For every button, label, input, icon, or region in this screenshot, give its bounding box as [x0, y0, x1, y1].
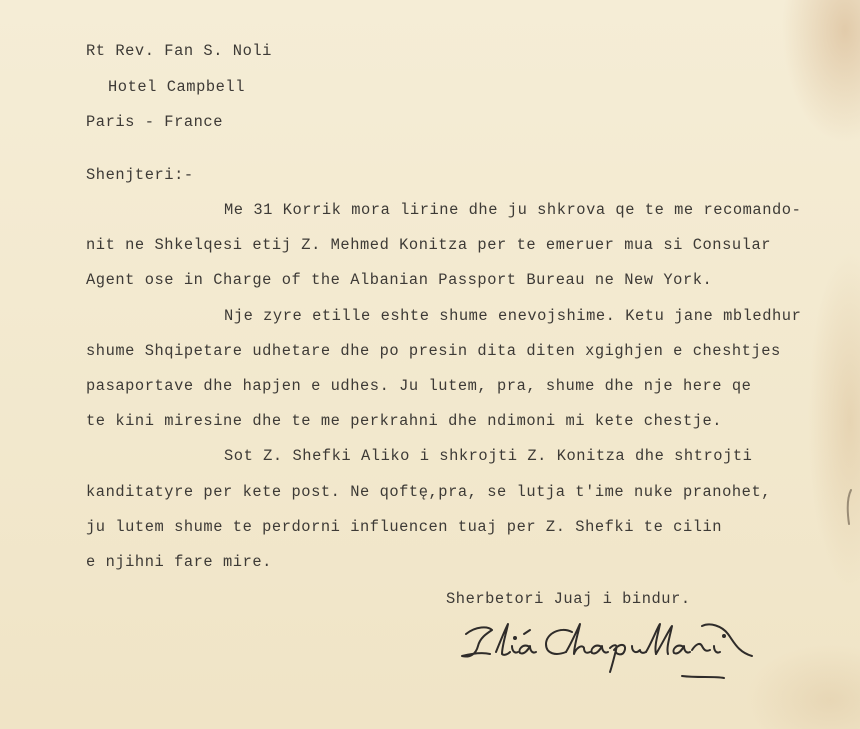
body-line-7: te kini miresine dhe te me perkrahni dhe ndimoni mi kete chestje. — [86, 412, 723, 430]
salutation: Shenjteri:- — [86, 166, 194, 184]
body-line-1: Me 31 Korrik mora lirine dhe ju shkrova qe te me recomando- — [224, 201, 802, 219]
closing: Sherbetori Juaj i bindur. — [446, 590, 691, 608]
body-line-8: Sot Z. Shefki Aliko i shkrojti Z. Konitza dhe shtrojti — [224, 447, 753, 465]
recipient-hotel: Hotel Campbell — [108, 78, 246, 96]
body-line-5: shume Shqipetare udhetare dhe po presin dita diten xgighjen e cheshtjes — [86, 342, 781, 360]
recipient-city: Paris - France — [86, 113, 224, 131]
margin-stain-mark — [843, 488, 857, 528]
body-line-6: pasaportave dhe hapjen e udhes. Ju lutem, pra, shume dhe nje here qe — [86, 377, 752, 395]
body-line-2: nit ne Shkelqesi etij Z. Mehmed Konitza per te emeruer mua si Consular — [86, 236, 772, 254]
body-line-11: e njihni fare mire. — [86, 553, 272, 571]
handwritten-signature — [452, 612, 762, 682]
body-line-3: Agent ose in Charge of the Albanian Passport Bureau ne New York. — [86, 271, 713, 289]
body-line-9: kanditatyre per kete post. Ne qoftę,pra, se lutja t'ime nuke pranohet, — [86, 483, 772, 501]
body-line-10: ju lutem shume te perdorni influencen tuaj per Z. Shefki te cilin — [86, 518, 723, 536]
body-line-4: Nje zyre etille eshte shume enevojshime. Ketu jane mbledhur — [224, 307, 802, 325]
recipient-name: Rt Rev. Fan S. Noli — [86, 42, 272, 60]
